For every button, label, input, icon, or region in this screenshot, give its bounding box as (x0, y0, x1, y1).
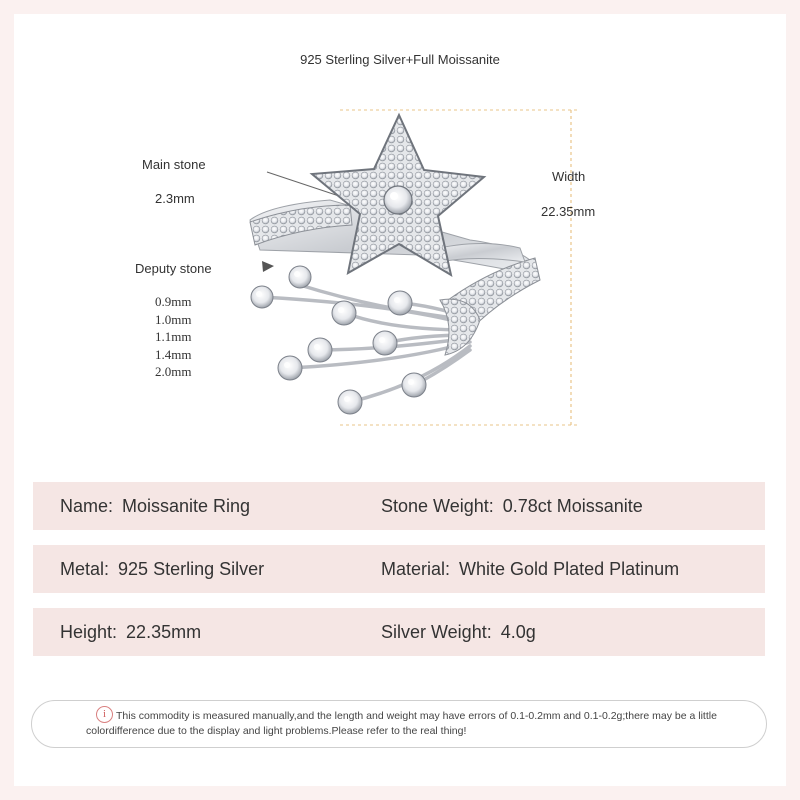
spec-value: 4.0g (500, 622, 536, 642)
width-value: 22.35mm (541, 204, 596, 219)
spec-key: Silver Weight: (381, 622, 492, 642)
spec-row-1 (33, 482, 765, 530)
spec-row-2 (33, 545, 765, 593)
spec-key: Stone Weight: (381, 496, 494, 516)
deputy-size: 1.1mm (155, 329, 192, 344)
product-subtitle: 925 Sterling Silver+Full Moissanite (300, 52, 500, 67)
deputy-size: 1.0mm (155, 311, 192, 327)
deputy-stone-label: Deputy stone (135, 261, 212, 276)
spec-value: 925 Sterling Silver (118, 559, 265, 579)
main-stone-label: Main stone (142, 157, 206, 172)
spec-key: Metal: (60, 559, 110, 579)
notice-text (86, 709, 726, 739)
width-label: Width (552, 169, 586, 184)
spec-value: 0.78ct Moissanite (502, 496, 643, 516)
deputy-stone-sizes (155, 293, 191, 381)
spec-key: Height: (60, 622, 118, 642)
width-dimension-line (340, 110, 578, 425)
notice-text-content: This commodity is measured manually,and the length and weight may have errors of 0.1-0.2mm and 0.1-0.2g;there may be a little colordifference due to the display and light problems.Please refer to the real thing! (86, 710, 717, 737)
spec-value: White Gold Plated Platinum (459, 559, 680, 579)
deputy-size: 2.0mm (155, 364, 192, 379)
spec-value: 22.35mm (126, 622, 202, 642)
deputy-stone-arrow (262, 261, 274, 272)
main-stone-size: 2.3mm (155, 191, 195, 206)
spec-row-3 (33, 608, 765, 656)
info-icon: i (96, 706, 113, 723)
deputy-size: 0.9mm (155, 294, 192, 309)
spec-key: Name: (60, 496, 114, 516)
deputy-size: 1.4mm (155, 346, 192, 362)
spec-value: Moissanite Ring (122, 496, 251, 516)
spec-key: Material: (381, 559, 451, 579)
measurement-notice (31, 700, 767, 748)
